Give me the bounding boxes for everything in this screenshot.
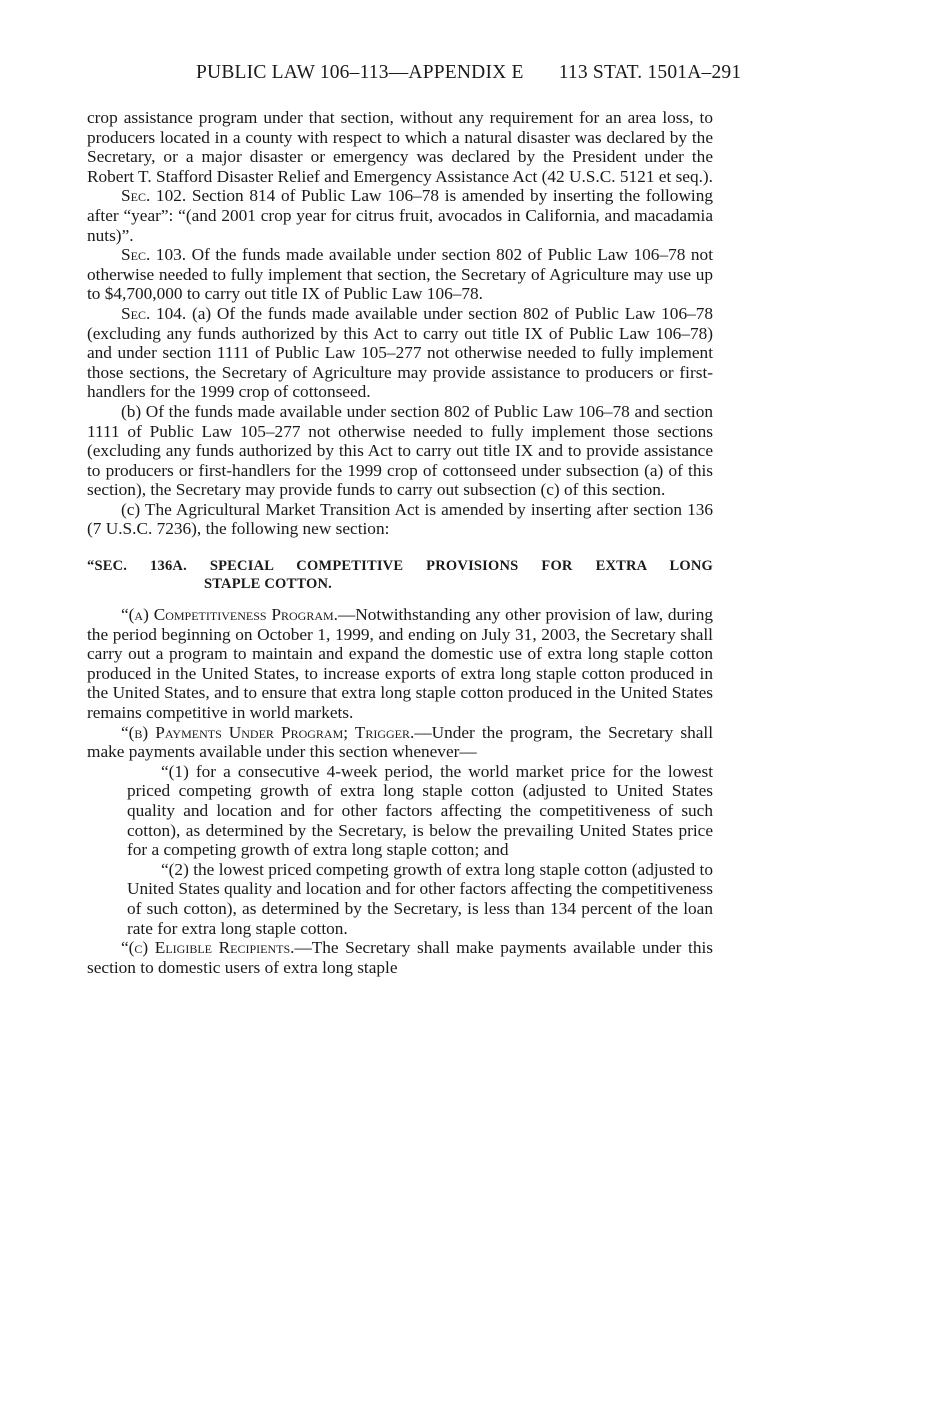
paragraph-continued: crop assistance program under that section, without any requirement for an area loss, to producers located in a county with respect to which a natural disaster was declared by the Secretary, or a major disaster or emergency was declared by the President under the Robert T. Stafford Disaster Relief and Emergency Assistance Act (42 U.S.C. 5121 et seq.). (87, 108, 714, 186)
subsection-a-text: —Notwithstanding any other provision of law, during the period beginning on October 1, 1999, and ending on July 31, 2003, the Secretary shall carry out a program to maintain and expand the domestic use of extra long staple cotton produced in the United States, to increase exports of extra long staple cotton produced in the United States, and to ensure that extra long staple cotton produced in the United States remains competitive in world markets. (87, 605, 713, 723)
sec-102-text: Section 814 of Public Law 106–78 is amended by inserting the following after “year”: “(and 2001 crop year for citrus fruit, avocados in California, and macadamia nuts)”. (87, 186, 714, 245)
sec-104-text: (a) Of the funds made available under section 802 of Public Law 106–78 (excluding any funds authorized by this Act to carry out title IX of Public Law 106–78) and under section 1111 of Public Law 105–277 not otherwise needed to fully implement those sections, the Secretary of Agriculture may provide assistance to producers or first-handlers for the 1999 crop of cottonseed. (87, 303, 714, 402)
subsection-c-heading: “(c) Eligible Recipients. (121, 938, 295, 958)
subsection-b-text: —Under the program, the Secretary shall make payments available under this section whenever— (87, 722, 713, 762)
paragraph-sec-104c: (c) The Agricultural Market Transition Act is amended by inserting after section 136 (7 U.S.C. 7236), the following new section: (87, 499, 713, 539)
paragraph-sec-102 (87, 186, 713, 245)
section-heading-136a (87, 557, 713, 593)
sec-102-label: Sec. 102. (121, 186, 187, 206)
sec-103-text: Of the funds made available under section 802 of Public Law 106–78 not otherwise needed to fully implement that section, the Secretary of Agriculture may use up to $4,700,000 to carry out title IX of Public Law 106–78. (87, 245, 713, 304)
paragraph-b1: “(1) for a consecutive 4-week period, the world market price for the lowest priced competing growth of extra long staple cotton (adjusted to United States quality and location and for other factors affecting the competitiveness of such cotton), as determined by the Secretary, is below the prevailing United States price for a competing growth of extra long staple cotton; and (127, 761, 713, 860)
section-heading-line-1: “SEC. 136A. SPECIAL COMPETITIVE PROVISIONS FOR EXTRA LONG (87, 558, 713, 575)
subsection-b (87, 723, 713, 762)
paragraph-sec-103 (87, 245, 713, 304)
running-head (196, 62, 856, 84)
subsection-a (87, 605, 713, 723)
subsection-a-heading: “(a) Competitiveness Program. (121, 605, 339, 625)
running-head-stat-citation: 113 STAT. 1501A–291 (558, 62, 742, 83)
paragraph-b2: “(2) the lowest priced competing growth of extra long staple cotton (adjusted to United States quality and location and for other factors affecting the competitiveness of such cotton), as determined by the Secretary, is less than 134 percent of the loan rate for extra long staple cotton. (127, 859, 713, 938)
section-heading-line-2: STAPLE COTTON. (204, 576, 332, 593)
subsection-c (87, 938, 713, 977)
paragraph-sec-104b: (b) Of the funds made available under section 802 of Public Law 106–78 and section 1111 of Public Law 105–277 not otherwise needed to fully implement those sections (excluding any funds authorized by this Act to carry out title IX and to provide assistance to producers or first-handlers for the 1999 crop of cottonseed under subsection (a) of this section), the Secretary may provide funds to carry out subsection (c) of this section. (87, 401, 713, 500)
paragraph-sec-104a (87, 304, 713, 402)
subsection-b-heading: “(b) Payments Under Program; Trigger. (121, 722, 415, 742)
sec-103-label: Sec. 103. (121, 245, 187, 265)
subsection-c-text: —The Secretary shall make payments available under this section to domestic users of extra long staple (87, 938, 713, 977)
body-text (87, 108, 713, 977)
sec-104-label: Sec. 104. (121, 303, 187, 323)
running-head-title: PUBLIC LAW 106–113—APPENDIX E (196, 62, 524, 83)
